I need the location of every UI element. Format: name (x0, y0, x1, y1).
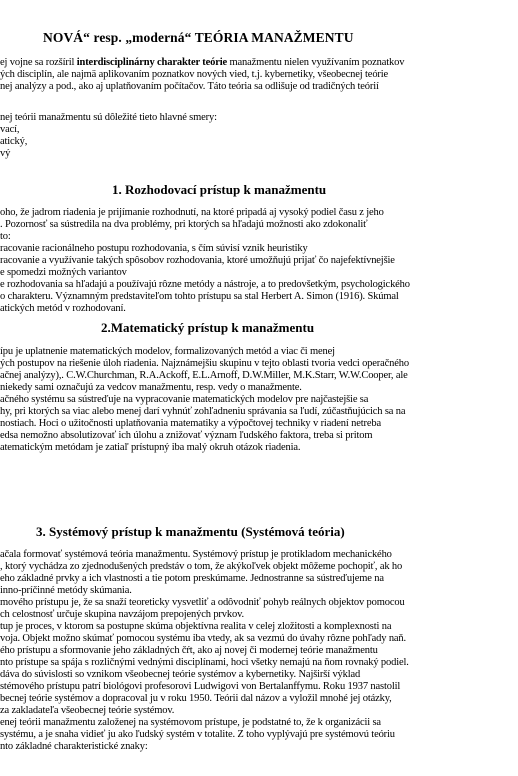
section1-line: to: (0, 231, 11, 242)
section3-line: nto základné charakteristické znaky: (0, 741, 148, 752)
section3-line: dáva do súvislosti so vznikom všeobecnej teórie systémov a kybernetiky. Najširší výklad (0, 669, 361, 680)
section1-line: . Pozornosť sa sústredila na dva problémy, pri ktorých sa hľadajú možnosti ako zdokonaliť (0, 219, 368, 230)
section3-line: systému, a je snaha vidieť ju ako ľudský systém v totalite. Z toho vyplývajú pre systémovú teóriu (0, 729, 395, 740)
section1-line: e spomedzi možných variantov (0, 267, 127, 278)
section1-line: o charakteru. Významným predstaviteľom tohto prístupu sa stal Herbert A. Simon (1916). Skúmal (0, 291, 399, 302)
section2-line: atematickým metódam je zatiaľ prístupný iba malý okruh otázok riadenia. (0, 442, 301, 453)
intro-text: ej vojne sa rozšíril (0, 57, 77, 68)
section3-line: nto prístupe sa spája s rozličnými vednými disciplínami, hoci všetky nemajú na ňom rovnaký podiel. (0, 657, 409, 668)
section2-line: niekedy sami označujú za vedcov manažmentu, resp. vedy o manažmente. (0, 382, 302, 393)
section3-line: eho základné prvky a ich vlastnosti a tie potom preskúmame. Jednostranne sa sústreďujeme na (0, 573, 384, 584)
section2-line: nostiach. Hoci o užitočnosti uplatňovania matematiky a výpočtovej techniky v riadení netreba (0, 418, 381, 429)
section3-line: inno-príčinné metódy skúmania. (0, 585, 132, 596)
section3-line: mového prístupu je, že sa snaží teoreticky vysvetliť a odôvodniť pohyb reálnych objektov pomocou (0, 597, 405, 608)
section2-line: ých postupov na riešenie úloh riadenia. Najznámejšiu skupinu v tejto oblasti tvoria vedci operačného (0, 358, 409, 369)
intro-line: nej analýzy a pod., ako aj uplatňovaním počítačov. Táto teória sa odlišuje od tradičných teórií (0, 81, 379, 92)
section2-line: edsa nemožno absolutizovať ich úlohu a znižovať význam ľudského faktora, treba si pritom (0, 430, 373, 441)
section3-line: ch celostnosť určuje skupina navzájom prepojených prvkov. (0, 609, 244, 620)
section3-line: ého prístupu a sformovanie jeho základných čŕt, ako aj novej či modernej teórie manažmentu (0, 645, 378, 656)
section3-line: enej teórii manažmentu založenej na systémovom prístupe, je podstatné to, že k organizácii sa (0, 717, 381, 728)
intro-line (0, 57, 404, 69)
direction-item: atický, (0, 136, 28, 147)
intro-text: manažmentu nielen využívaním poznatkov (227, 57, 405, 68)
directions-intro: nej teórii manažmentu sú dôležité tieto hlavné smery: (0, 112, 217, 123)
section1-line: oho, že jadrom riadenia je prijímanie rozhodnutí, na ktoré pripadá aj vysoký podiel času z jeho (0, 207, 384, 218)
section2-line: ačného systému sa sústreďuje na vypracovanie matematických modelov pre najčastejšie sa (0, 394, 369, 405)
section3-line: , ktorý vychádza zo zjednodušených predstáv o tom, že akýkoľvek objekt môžeme pochopiť, ak ho (0, 561, 403, 572)
intro-bold-text: interdisciplinárny charakter teórie (76, 57, 228, 68)
intro-line: ých disciplín, ale najmä aplikovaním poznatkov nových vied, t.j. kybernetiky, všeobecnej teórie (0, 69, 389, 80)
section-heading-1: 1. Rozhodovací prístup k manažmentu (112, 182, 327, 197)
document-title: NOVÁ“ resp. „moderná“ TEÓRIA MANAŽMENTU (43, 30, 354, 45)
section3-line: tup je proces, v ktorom sa postupne skúma objektívna realita v celej zložitosti a komplexnosti na (0, 621, 392, 632)
section2-line: hy, pri ktorých sa viac alebo menej darí vyhnúť zohľadneniu správania sa ľudí, zúčastňujúcich sa na (0, 406, 406, 417)
section2-line: ačnej analýzy),. C.W.Churchman, R.A.Ackoff, E.L.Arnoff, D.W.Miller, M.K.Starr, W.W.Cooper, ale (0, 370, 408, 381)
direction-item: vý (0, 148, 11, 159)
section1-line: e rozhodovania sa hľadajú a používajú rôzne metódy a nástroje, a to predovšetkým, psychologického (0, 279, 410, 290)
section3-line: za zakladateľa všeobecnej teórie systémov. (0, 705, 175, 716)
section3-line: voja. Objekt možno skúmať pomocou systému iba vtedy, ak sa vezmú do úvahy rôzne pohľady naň. (0, 633, 407, 644)
direction-item: vací, (0, 124, 20, 135)
section1-line: racovanie a využívanie takých spôsobov rozhodovania, ktoré umožňujú prijať čo najefektívnejšie (0, 255, 395, 266)
section3-line: becnej teórie systémov a dopracoval ju v roku 1950. Teórii dal názov a vyložil mnohé jej otázky, (0, 693, 392, 704)
section3-line: stémového prístupu patrí biológovi profesorovi Ludwigovi von Bertalanffymu. Roku 1937 nastolil (0, 681, 401, 692)
section-heading-2: 2.Matematický prístup k manažmentu (101, 320, 315, 335)
section2-line: ípu je uplatnenie matematických modelov, formalizovaných metód a viac či menej (0, 346, 335, 357)
section-heading-3: 3. Systémový prístup k manažmentu (Systémová teória) (36, 524, 345, 539)
section1-line: atických metód v rozhodovaní. (0, 303, 126, 314)
section3-line: ačala formovať systémová teória manažmentu. Systémový prístup je protikladom mechanického (0, 549, 392, 560)
section1-line: racovanie racionálneho postupu rozhodovania, s čím súvisí vznik heuristiky (0, 243, 308, 254)
